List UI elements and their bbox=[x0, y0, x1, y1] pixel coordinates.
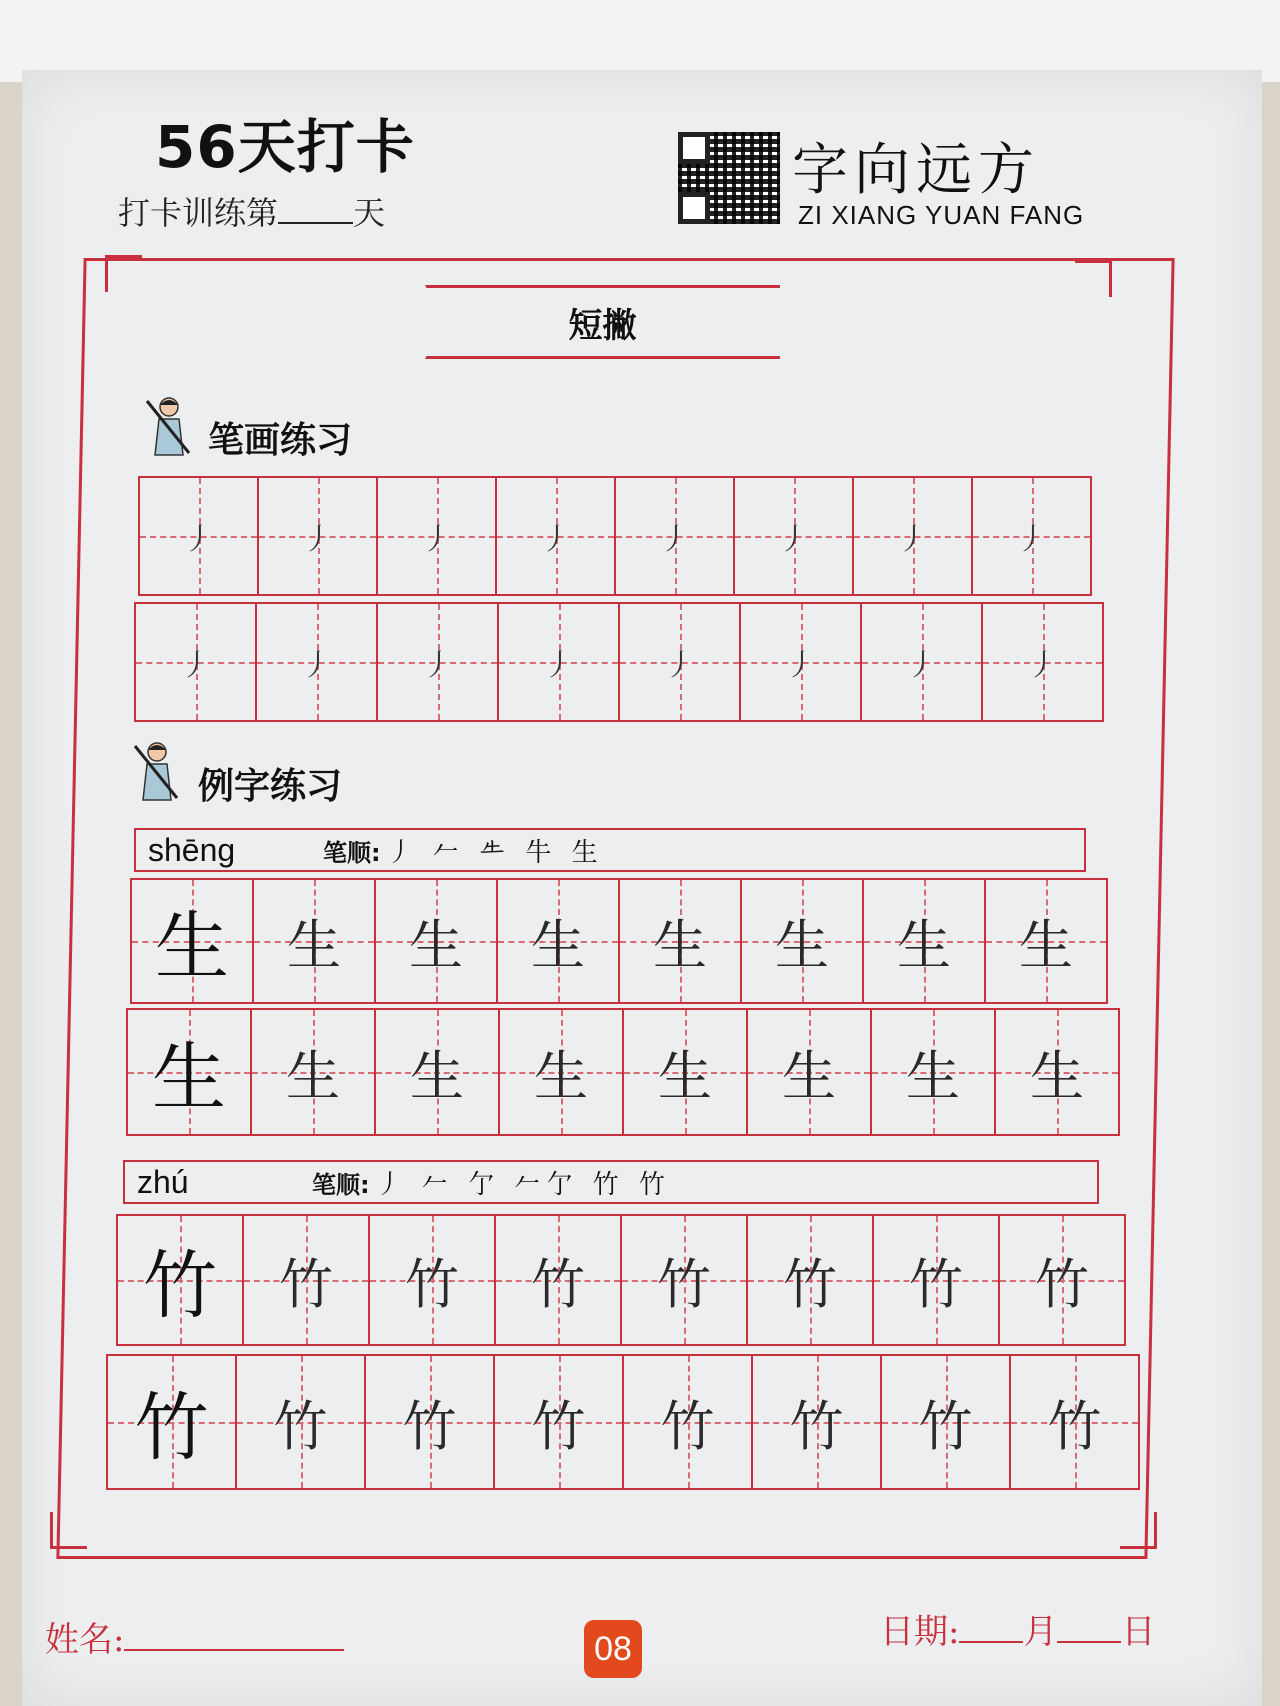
handwritten-character: 生 bbox=[906, 1044, 960, 1108]
practice-cell[interactable] bbox=[364, 1354, 495, 1490]
stroke-cell[interactable] bbox=[376, 476, 497, 596]
practice-cell[interactable] bbox=[242, 1214, 370, 1346]
checkin-day-prefix: 打卡训练第 bbox=[118, 194, 279, 232]
stroke-cell[interactable] bbox=[981, 602, 1104, 722]
handwritten-character: 生 bbox=[775, 913, 829, 977]
stroke-name-banner bbox=[455, 285, 750, 359]
checkin-day-label bbox=[118, 188, 385, 234]
stroke-glyph: 丿 bbox=[180, 648, 211, 683]
stroke-cell[interactable] bbox=[134, 602, 257, 722]
handwritten-character: 生 bbox=[782, 1044, 836, 1108]
practice-cell[interactable] bbox=[740, 878, 864, 1004]
brand-pinyin: ZI XIANG YUAN FANG bbox=[798, 200, 1085, 230]
page-title: 56天打卡 bbox=[155, 113, 415, 181]
handwritten-character: 竹 bbox=[783, 1252, 837, 1316]
model-character-cell bbox=[106, 1354, 237, 1490]
practice-cell[interactable] bbox=[235, 1354, 366, 1490]
pinyin-label: zhú bbox=[137, 1163, 189, 1200]
model-character-cell bbox=[130, 878, 254, 1004]
stroke-name: 短撇 bbox=[568, 305, 637, 346]
handwritten-character: 竹 bbox=[279, 1252, 333, 1316]
stroke-glyph: 丿 bbox=[906, 648, 937, 683]
corner-ornament bbox=[1120, 1512, 1157, 1549]
practice-cell[interactable] bbox=[880, 1354, 1011, 1490]
stroke-glyph: 丿 bbox=[664, 648, 695, 683]
stroke-cell[interactable] bbox=[739, 602, 862, 722]
practice-cell[interactable] bbox=[872, 1214, 1000, 1346]
example-practice-heading: 例字练习 bbox=[198, 766, 343, 807]
day-label: 日 bbox=[1121, 1612, 1156, 1652]
stroke-glyph: 丿 bbox=[183, 522, 214, 557]
model-character: 生 bbox=[152, 1035, 226, 1121]
stroke-cell[interactable] bbox=[971, 476, 1092, 596]
scholar-figure-icon bbox=[145, 395, 193, 459]
stroke-grid-row-2 bbox=[136, 602, 1104, 722]
practice-cell[interactable] bbox=[252, 878, 376, 1004]
month-line bbox=[959, 1641, 1023, 1643]
stroke-cell[interactable] bbox=[860, 602, 983, 722]
practice-cell[interactable] bbox=[498, 1008, 624, 1136]
name-field[interactable] bbox=[45, 1612, 344, 1661]
practice-cell[interactable] bbox=[751, 1354, 882, 1490]
pinyin-bar bbox=[134, 828, 1086, 872]
model-character-cell bbox=[126, 1008, 252, 1136]
stroke-cell[interactable] bbox=[257, 476, 378, 596]
stroke-glyph: 丿 bbox=[785, 648, 816, 683]
handwritten-character: 生 bbox=[286, 1044, 340, 1108]
stroke-glyph: 丿 bbox=[659, 522, 690, 557]
practice-cell[interactable] bbox=[998, 1214, 1126, 1346]
stroke-cell[interactable] bbox=[614, 476, 735, 596]
handwritten-character: 生 bbox=[653, 913, 707, 977]
stroke-cell[interactable] bbox=[255, 602, 378, 722]
pinyin-bar bbox=[123, 1160, 1099, 1204]
practice-cell[interactable] bbox=[622, 1354, 753, 1490]
handwritten-character: 生 bbox=[658, 1044, 712, 1108]
character-grid-row bbox=[118, 1214, 1126, 1346]
stroke-glyph: 丿 bbox=[421, 522, 452, 557]
stroke-glyph: 丿 bbox=[302, 522, 333, 557]
handwritten-character: 竹 bbox=[1047, 1394, 1102, 1458]
stroke-order-label: 笔顺: bbox=[323, 838, 381, 867]
day-blank bbox=[278, 198, 353, 224]
handwritten-character: 竹 bbox=[402, 1394, 457, 1458]
checkin-day-suffix: 天 bbox=[353, 194, 386, 232]
handwritten-character: 生 bbox=[1019, 913, 1073, 977]
name-line bbox=[124, 1649, 344, 1651]
handwritten-character: 竹 bbox=[405, 1252, 459, 1316]
handwritten-character: 竹 bbox=[531, 1252, 585, 1316]
model-character: 竹 bbox=[143, 1243, 217, 1329]
practice-cell[interactable] bbox=[494, 1214, 622, 1346]
handwritten-character: 竹 bbox=[1035, 1252, 1089, 1316]
brand-logo: 字向远方 bbox=[792, 138, 1040, 203]
handwritten-character: 竹 bbox=[918, 1394, 973, 1458]
handwritten-character: 竹 bbox=[660, 1394, 715, 1458]
page-number-badge: 08 bbox=[584, 1620, 642, 1678]
practice-cell[interactable] bbox=[618, 878, 742, 1004]
handwritten-character: 生 bbox=[531, 913, 585, 977]
stroke-cell[interactable] bbox=[376, 602, 499, 722]
stroke-cell[interactable] bbox=[495, 476, 616, 596]
handwritten-character: 竹 bbox=[909, 1252, 963, 1316]
corner-ornament bbox=[105, 255, 142, 292]
character-grid-row bbox=[132, 878, 1108, 1004]
practice-cell[interactable] bbox=[746, 1214, 874, 1346]
character-grid-row bbox=[108, 1354, 1140, 1490]
practice-cell[interactable] bbox=[994, 1008, 1120, 1136]
handwritten-character: 生 bbox=[897, 913, 951, 977]
stroke-glyph: 丿 bbox=[778, 522, 809, 557]
stroke-glyph: 丿 bbox=[1016, 522, 1047, 557]
stroke-order-sequence: 丿 𠂉 𠂒 牛 生 bbox=[386, 837, 604, 868]
practice-cell[interactable] bbox=[374, 878, 498, 1004]
handwritten-character: 生 bbox=[410, 1044, 464, 1108]
stroke-glyph: 丿 bbox=[1027, 648, 1058, 683]
practice-cell[interactable] bbox=[493, 1354, 624, 1490]
stroke-cell[interactable] bbox=[618, 602, 741, 722]
handwritten-character: 生 bbox=[1030, 1044, 1084, 1108]
practice-cell[interactable] bbox=[622, 1008, 748, 1136]
practice-cell[interactable] bbox=[984, 878, 1108, 1004]
character-grid-row bbox=[128, 1008, 1120, 1136]
practice-cell[interactable] bbox=[620, 1214, 748, 1346]
practice-cell[interactable] bbox=[374, 1008, 500, 1136]
practice-cell[interactable] bbox=[368, 1214, 496, 1346]
date-field[interactable] bbox=[880, 1604, 1155, 1653]
handwritten-character: 竹 bbox=[531, 1394, 586, 1458]
stroke-cell[interactable] bbox=[497, 602, 620, 722]
stroke-practice-heading: 笔画练习 bbox=[208, 420, 353, 461]
handwritten-character: 竹 bbox=[657, 1252, 711, 1316]
stroke-grid-row-1 bbox=[140, 476, 1092, 596]
stroke-glyph: 丿 bbox=[543, 648, 574, 683]
name-label: 姓名: bbox=[45, 1620, 125, 1660]
stroke-glyph: 丿 bbox=[422, 648, 453, 683]
qr-code-icon bbox=[678, 132, 780, 224]
handwritten-character: 生 bbox=[534, 1044, 588, 1108]
stroke-order-label: 笔顺: bbox=[312, 1170, 370, 1199]
handwritten-character: 竹 bbox=[789, 1394, 844, 1458]
practice-cell[interactable] bbox=[250, 1008, 376, 1136]
handwritten-character: 生 bbox=[287, 913, 341, 977]
stroke-cell[interactable] bbox=[852, 476, 973, 596]
model-character-cell bbox=[116, 1214, 244, 1346]
practice-cell[interactable] bbox=[1009, 1354, 1140, 1490]
model-character: 生 bbox=[155, 904, 229, 990]
practice-cell[interactable] bbox=[870, 1008, 996, 1136]
month-label: 月 bbox=[1023, 1612, 1058, 1652]
handwritten-character: 生 bbox=[409, 913, 463, 977]
practice-cell[interactable] bbox=[862, 878, 986, 1004]
stroke-cell[interactable] bbox=[138, 476, 259, 596]
stroke-glyph: 丿 bbox=[540, 522, 571, 557]
stroke-cell[interactable] bbox=[733, 476, 854, 596]
handwritten-character: 竹 bbox=[273, 1394, 328, 1458]
practice-cell[interactable] bbox=[496, 878, 620, 1004]
stroke-glyph: 丿 bbox=[897, 522, 928, 557]
corner-ornament bbox=[1075, 260, 1112, 297]
corner-ornament bbox=[50, 1512, 87, 1549]
stroke-order-sequence: 丿 𠂉 亇 𠂉亇 竹 竹 bbox=[375, 1169, 671, 1200]
model-character: 竹 bbox=[134, 1385, 209, 1471]
stroke-glyph: 丿 bbox=[301, 648, 332, 683]
scholar-figure-icon bbox=[133, 740, 181, 804]
day-line bbox=[1057, 1641, 1121, 1643]
practice-cell[interactable] bbox=[746, 1008, 872, 1136]
date-label: 日期: bbox=[880, 1612, 960, 1652]
pinyin-label: shēng bbox=[148, 831, 236, 868]
